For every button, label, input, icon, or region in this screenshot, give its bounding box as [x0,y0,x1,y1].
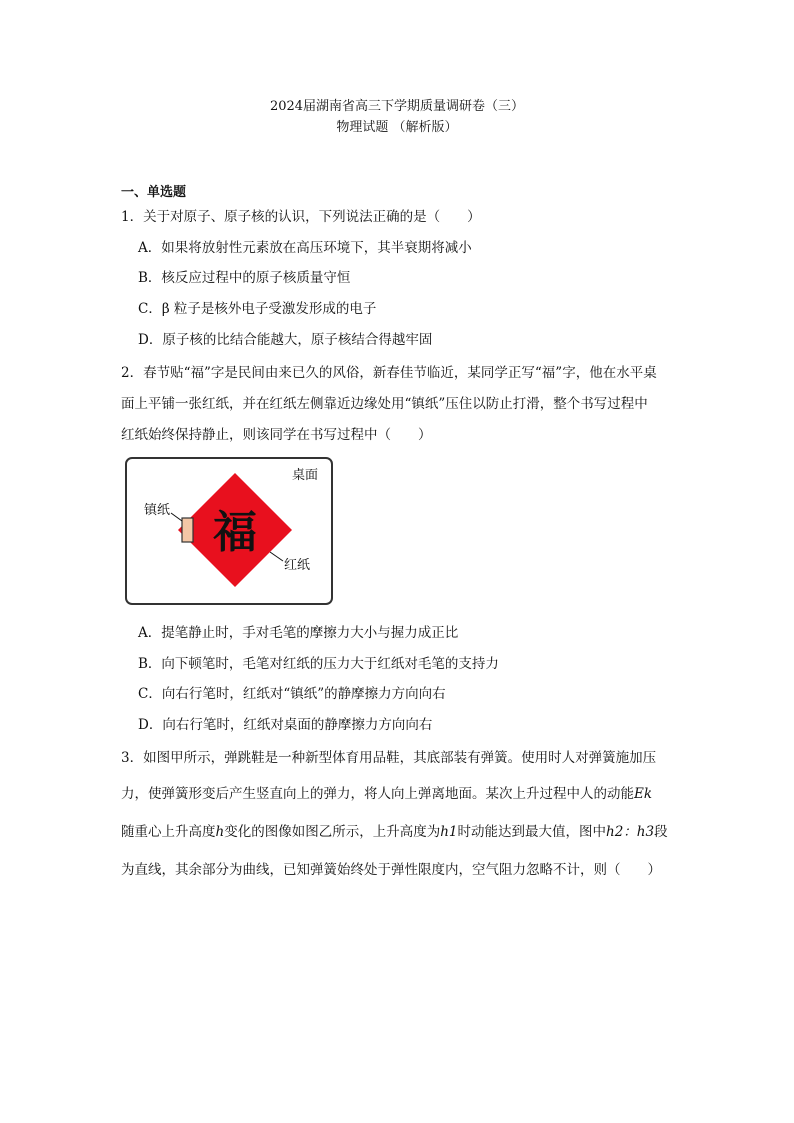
question-1-option-c: C．β 粒子是核外电子受激发形成的电子 [138,301,377,317]
question-3-line-4: 为直线，其余部分为曲线，已知弹簧始终处于弹性限度内，空气阻力忽略不计，则（ ） [121,862,661,878]
question-3-line-3-text-d: 段 [654,824,668,840]
paperweight [182,518,193,542]
question-2-stem-line-3: 红纸始终保持静止，则该同学在书写过程中（ ） [121,427,432,443]
question-1-option-d: D．原子核的比结合能越大，原子核结合得越牢固 [138,332,433,348]
question-1-option-a: A．如果将放射性元素放在高压环境下，其半衰期将减小 [138,240,472,256]
height-h1-symbol: h1 [440,824,458,840]
question-2-stem-line-1: 2．春节贴“福”字是民间由来已久的风俗，新春佳节临近，某同学正写“福”字，他在水平桌 [121,365,657,381]
segment-h2-h3-symbol: h2：h3 [606,824,655,840]
question-3-line-1: 3．如图甲所示，弹跳鞋是一种新型体育用品鞋，其底部装有弹簧。使用时人对弹簧施加压 [121,750,657,766]
question-3-line-3-text-b: 变化的图像如图乙所示，上升高度为 [224,824,441,840]
question-3-line-2 [121,784,652,804]
height-symbol: h [215,824,225,840]
label-table: 桌面 [292,468,319,483]
question-2-option-c: C．向右行笔时，红纸对“镇纸”的静摩擦力方向向右 [138,686,446,702]
question-3-line-3-text-a: 随重心上升高度 [121,824,216,840]
fu-character-figure [125,457,333,605]
question-2-stem-line-2: 面上平铺一张红纸，并在红纸左侧靠近边缘处用“镇纸”压住以防止打滑，整个书写过程中 [121,396,648,412]
question-1-stem: 1．关于对原子、原子核的认识，下列说法正确的是（ ） [121,209,481,225]
document-title: 2024届湖南省高三下学期质量调研卷（三） [269,99,525,114]
section-heading: 一、单选题 [121,185,187,200]
question-2-option-d: D．向右行笔时，红纸对桌面的静摩擦力方向向右 [138,717,433,733]
document-subtitle: 物理试题 （解析版） [336,120,458,135]
fu-character: 福 [213,507,257,558]
question-3-line-3 [121,822,668,842]
question-2-option-a: A．提笔静止时，手对毛笔的摩擦力大小与握力成正比 [138,625,459,641]
question-2-option-b: B．向下顿笔时，毛笔对红纸的压力大于红纸对毛笔的支持力 [138,656,499,672]
label-paper: 红纸 [284,558,311,573]
kinetic-energy-symbol: Ek [634,786,653,802]
question-1-option-b: B．核反应过程中的原子核质量守恒 [138,270,351,286]
question-3-line-3-text-c: 时动能达到最大值，图中 [457,824,606,840]
question-3-line-2-text: 力，使弹簧形变后产生竖直向上的弹力，将人向上弹离地面。某次上升过程中人的动能 [121,786,634,802]
label-paperweight: 镇纸 [144,503,171,518]
